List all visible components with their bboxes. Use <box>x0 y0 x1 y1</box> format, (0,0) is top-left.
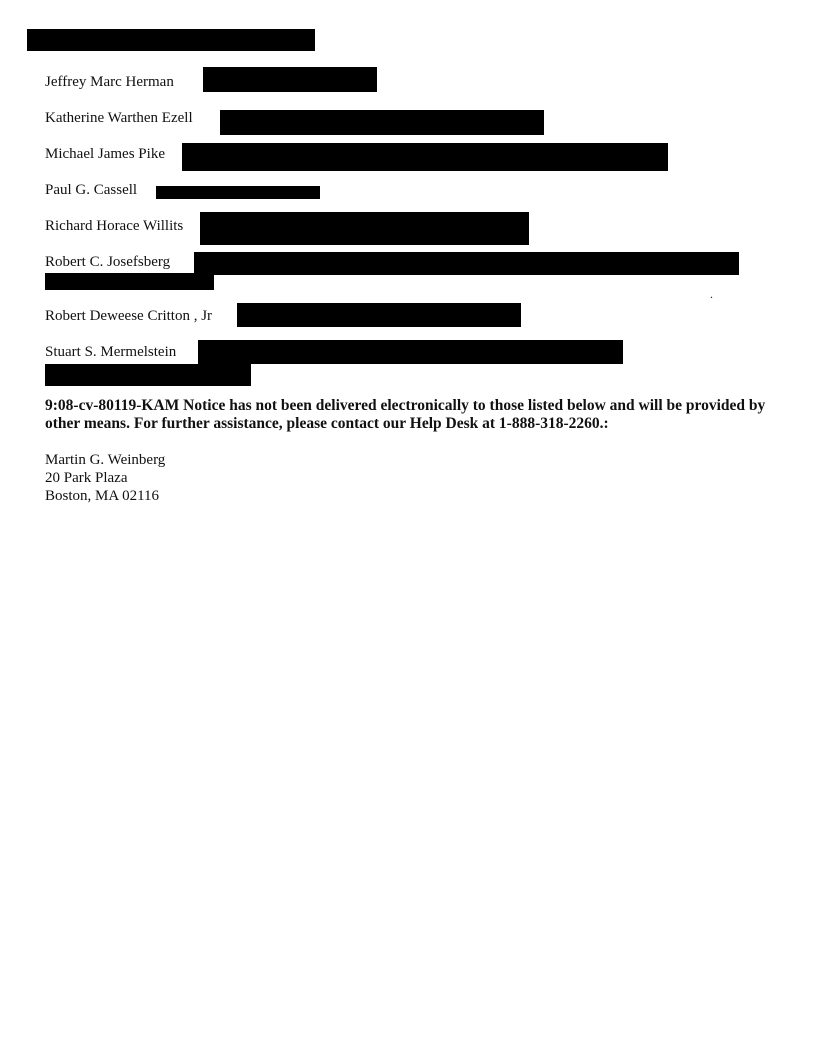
recipient-name: Robert C. Josefsberg <box>45 254 171 270</box>
redaction-bar <box>45 364 251 386</box>
redaction-bar <box>182 143 668 171</box>
redaction-bar <box>200 212 529 245</box>
recipient-name: Katherine Warthen Ezell <box>45 110 193 126</box>
redaction-bar <box>220 110 544 135</box>
recipient-name: Robert Deweese Critton , Jr <box>45 308 213 324</box>
recipient-name: Jeffrey Marc Herman <box>45 74 174 90</box>
redaction-bar <box>156 186 320 199</box>
redaction-bar <box>45 273 214 290</box>
redaction-bar <box>194 252 739 275</box>
redaction-bar <box>203 67 377 92</box>
address-city: Boston, MA 02116 <box>45 488 160 504</box>
recipient-name: Michael James Pike <box>45 146 165 162</box>
redaction-bar <box>237 303 521 327</box>
address-name: Martin G. Weinberg <box>45 452 166 468</box>
mailing-address <box>45 451 165 505</box>
redaction-bar <box>198 340 623 364</box>
redaction-bar <box>27 29 315 51</box>
recipient-name: Richard Horace Willits <box>45 218 184 234</box>
recipient-name: Paul G. Cassell <box>45 182 138 198</box>
delivery-notice: 9:08-cv-80119-KAM Notice has not been delivered electronically to those listed below and will be provided by other means. For further assistance, please contact our Help Desk at 1-888-318-2260.: <box>45 397 766 432</box>
recipient-name: Stuart S. Mermelstein <box>45 344 177 360</box>
address-street: 20 Park Plaza <box>45 470 128 486</box>
stray-mark: . <box>710 287 713 301</box>
